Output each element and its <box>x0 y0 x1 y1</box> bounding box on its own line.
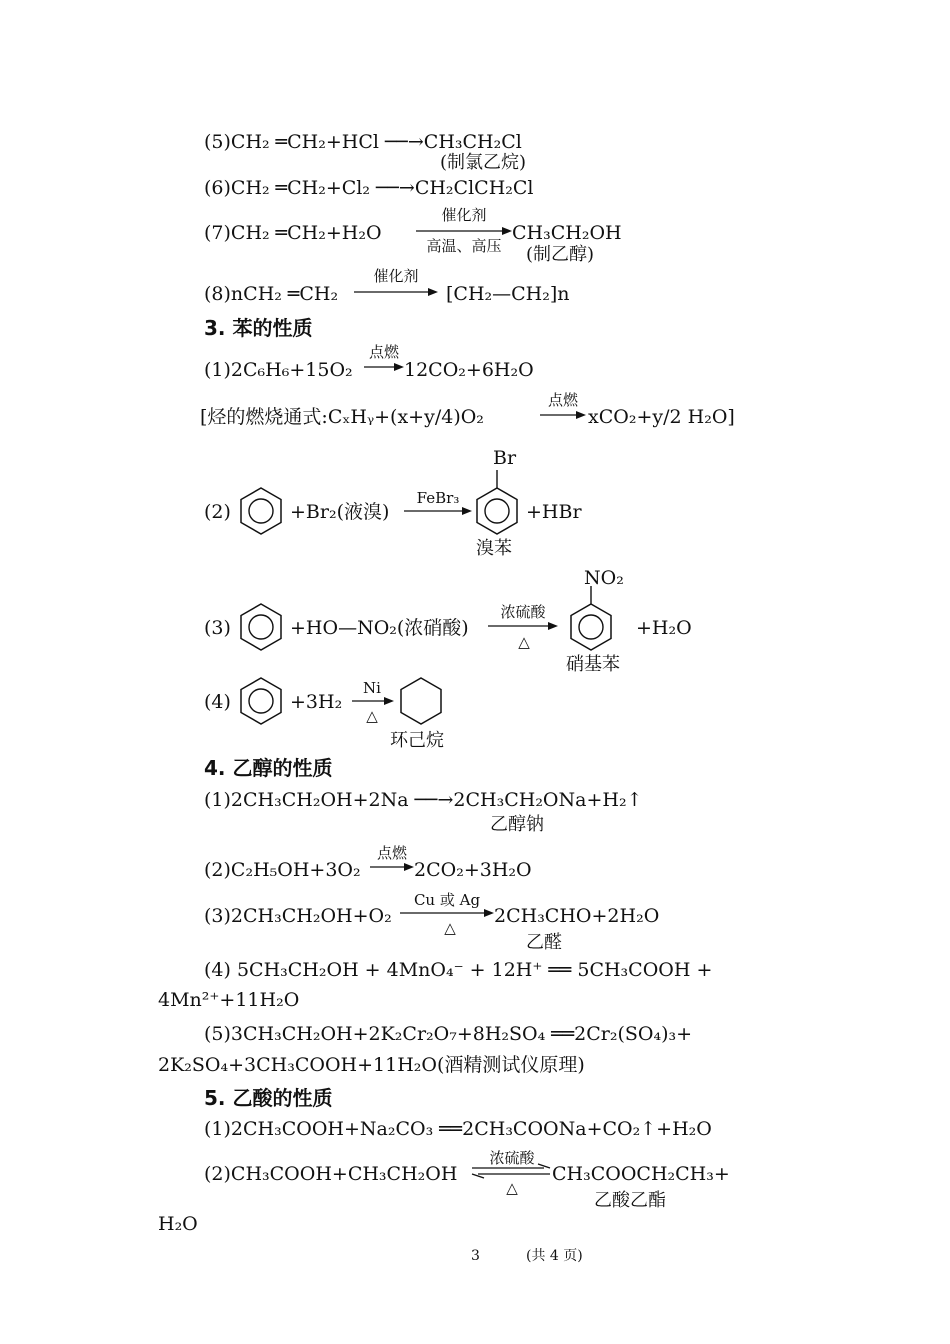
reaction-7-arrow <box>416 226 512 236</box>
reaction-6: (6)CH₂ ═CH₂+Cl₂ ──→CH₂ClCH₂Cl <box>204 177 534 199</box>
bromobenzene-ring-icon <box>474 470 520 536</box>
benzene-reaction-4-catalyst: Ni <box>363 679 381 697</box>
combustion-general-left: [烃的燃烧通式:CₓHᵧ+(x+y/4)O₂ <box>200 406 484 428</box>
sodium-ethoxide-label: 乙醇钠 <box>490 814 544 835</box>
reaction-8-arrow <box>354 287 438 297</box>
reaction-7-left: (7)CH₂ ═CH₂+H₂O <box>204 222 382 244</box>
benzene-reaction-3-catalyst: 浓硫酸 <box>500 603 546 621</box>
benzene-reaction-3-reagent: +HO—NO₂(浓硝酸) <box>290 617 469 639</box>
acetaldehyde-label: 乙醛 <box>526 932 562 953</box>
benzene-reaction-3-heat: △ <box>518 633 530 651</box>
ethanol-reaction-3-catalyst: Cu 或 Ag <box>413 891 481 909</box>
benzene-reaction-4-arrow <box>352 696 394 706</box>
acetic-reaction-2-reversible-arrow <box>472 1164 552 1178</box>
reaction-7-right: CH₃CH₂OH <box>512 222 622 244</box>
benzene-reaction-4-heat: △ <box>366 707 378 725</box>
benzene-reaction-2-arrow <box>404 506 472 516</box>
reaction-7-note: (制乙醇) <box>526 244 595 265</box>
benzene-reaction-2-catalyst: FeBr₃ <box>416 489 460 507</box>
nitrobenzene-substituent: NO₂ <box>584 567 624 589</box>
ethanol-reaction-3-right: 2CH₃CHO+2H₂O <box>494 905 660 927</box>
ethanol-reaction-3-heat: △ <box>444 919 456 937</box>
benzene-reaction-1-condition: 点燃 <box>368 343 399 361</box>
cyclohexane-ring-icon <box>398 676 444 726</box>
acetic-reaction-2-left: (2)CH₃COOH+CH₃CH₂OH <box>204 1163 458 1185</box>
benzene-reaction-2-number: (2) <box>204 501 231 523</box>
ethanol-reaction-2-arrow <box>370 862 414 872</box>
ethanol-reaction-2-right: 2CO₂+3H₂O <box>414 859 532 881</box>
ethanol-reaction-1: (1)2CH₃CH₂OH+2Na ──→2CH₃CH₂ONa+H₂↑ <box>204 789 643 811</box>
ethanol-reaction-2-left: (2)C₂H₅OH+3O₂ <box>204 859 361 881</box>
reaction-7-catalyst: 催化剂 <box>441 206 487 224</box>
benzene-reaction-1-left: (1)2C₆H₆+15O₂ <box>204 359 353 381</box>
page-total: (共 4 页) <box>526 1248 583 1264</box>
benzene-reaction-4-number: (4) <box>204 691 231 713</box>
benzene-reaction-4-reagent: +3H₂ <box>290 691 343 713</box>
acetic-reaction-2-heat: △ <box>506 1179 518 1197</box>
section-ethanol-heading: 4. 乙醇的性质 <box>204 756 333 780</box>
benzene-reaction-2-reagent: +Br₂(液溴) <box>290 501 390 523</box>
section-benzene-heading: 3. 苯的性质 <box>204 316 313 340</box>
benzene-reaction-1-arrow <box>364 362 404 372</box>
cut-off-line <box>158 1212 238 1235</box>
acetic-reaction-2-right: CH₃COOCH₂CH₃+ <box>552 1163 730 1185</box>
benzene-reaction-3-number: (3) <box>204 617 231 639</box>
cut-off-text: H₂O <box>158 1213 198 1235</box>
combustion-general-condition: 点燃 <box>547 391 578 409</box>
combustion-general-arrow <box>540 410 586 420</box>
ethanol-reaction-3-arrow <box>400 908 494 918</box>
reaction-5: (5)CH₂ ═CH₂+HCl ──→CH₃CH₂Cl <box>204 131 522 153</box>
cyclohexane-label: 环己烷 <box>390 730 444 751</box>
bromobenzene-label: 溴苯 <box>476 538 512 559</box>
nitrobenzene-ring-icon <box>568 586 614 652</box>
reaction-8-left: (8)nCH₂ ═CH₂ <box>204 283 339 305</box>
benzene-reaction-3-right: +H₂O <box>636 617 692 639</box>
ethanol-reaction-5-line2: 2K₂SO₄+3CH₃COOH+11H₂O(酒精测试仪原理) <box>158 1054 585 1076</box>
page-number: 3 <box>471 1248 480 1264</box>
ethanol-reaction-5-line1: (5)3CH₃CH₂OH+2K₂Cr₂O₇+8H₂SO₄ ══2Cr₂(SO₄)₃+ <box>204 1023 693 1045</box>
nitrobenzene-label: 硝基苯 <box>566 654 620 675</box>
ethanol-reaction-4-line2: 4Mn²⁺+11H₂O <box>158 989 300 1011</box>
reaction-8-right: [CH₂—CH₂]n <box>446 283 570 305</box>
combustion-general-right: xCO₂+y/2 H₂O] <box>588 406 735 428</box>
ethanol-reaction-3-left: (3)2CH₃CH₂OH+O₂ <box>204 905 392 927</box>
benzene-ring-icon <box>238 486 284 536</box>
ethanol-reaction-2-condition: 点燃 <box>376 844 407 862</box>
ethyl-acetate-label: 乙酸乙酯 <box>594 1190 666 1211</box>
section-acetic-acid-heading: 5. 乙酸的性质 <box>204 1086 333 1110</box>
reaction-5-note: (制氯乙烷) <box>440 152 527 173</box>
reaction-8-catalyst: 催化剂 <box>373 267 419 285</box>
benzene-ring-icon <box>238 602 284 652</box>
benzene-reaction-1-right: 12CO₂+6H₂O <box>404 359 534 381</box>
bromobenzene-substituent: Br <box>493 447 517 469</box>
acetic-reaction-2-catalyst: 浓硫酸 <box>489 1149 535 1167</box>
acetic-reaction-1: (1)2CH₃COOH+Na₂CO₃ ══2CH₃COONa+CO₂↑+H₂O <box>204 1118 712 1140</box>
benzene-reaction-3-arrow <box>488 621 558 631</box>
benzene-ring-icon <box>238 676 284 726</box>
ethanol-reaction-4-line1: (4) 5CH₃CH₂OH + 4MnO₄⁻ + 12H⁺ ══ 5CH₃COOH + <box>204 959 713 981</box>
reaction-7-condition: 高温、高压 <box>426 237 502 255</box>
benzene-reaction-2-right: +HBr <box>526 501 582 523</box>
